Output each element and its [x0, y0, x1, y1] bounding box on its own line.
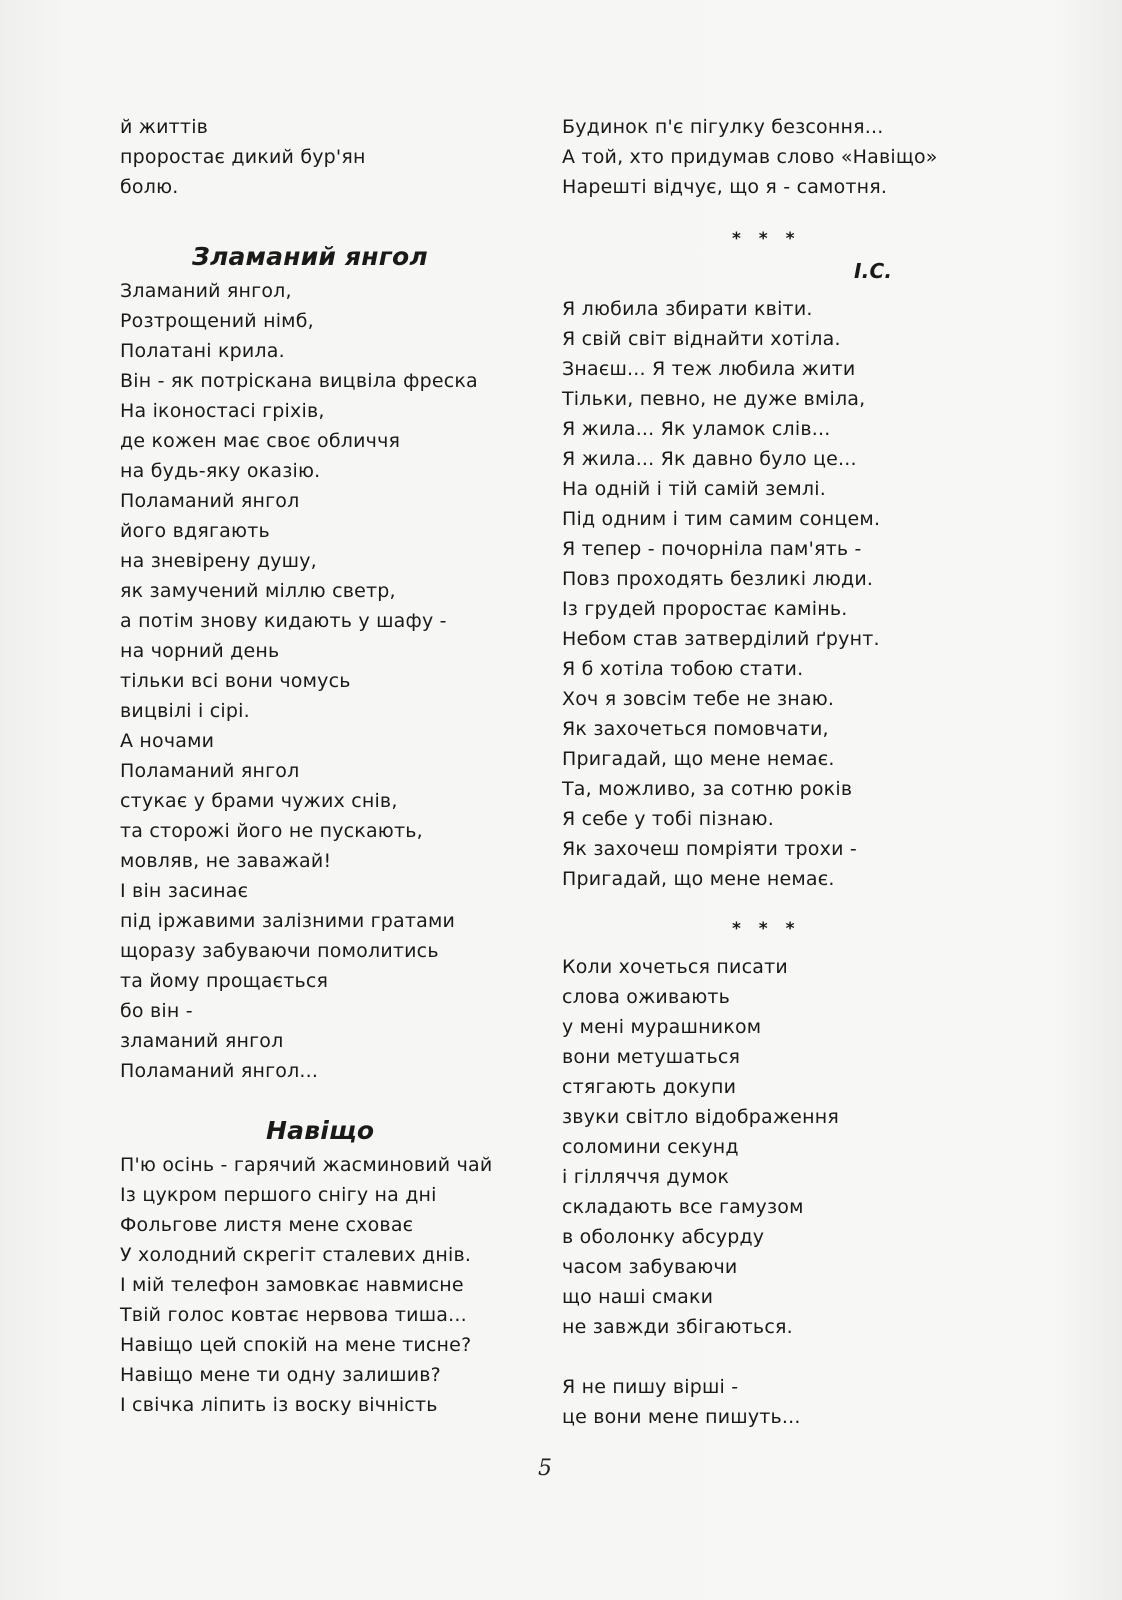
right-column: [562, 112, 982, 1432]
poem-line: соломини секунд: [562, 1136, 739, 1158]
poem-line: Поламаний янгол...: [120, 1060, 319, 1082]
poem-line: Із цукром першого снігу на дні: [120, 1184, 437, 1206]
poem-line: під іржавими залізними гратами: [120, 910, 456, 932]
poem-line: і гілляччя думок: [562, 1166, 730, 1188]
poem-line: А той, хто придумав слово «Навіщо»: [562, 146, 938, 168]
poem-line: на будь-яку оказію.: [120, 460, 321, 482]
poem-line: Я любила збирати квіти.: [562, 298, 813, 320]
poem-line: Тільки, певно, не дуже вміла,: [562, 388, 866, 410]
poem-line: не завжди збігаються.: [562, 1316, 793, 1338]
poem-line: в оболонку абсурду: [562, 1226, 765, 1248]
poem-line: Я б хотіла тобою стати.: [562, 658, 804, 680]
poem-line: Полатані крила.: [120, 340, 285, 362]
poem-line: Знаєш... Я теж любила жити: [562, 358, 856, 380]
poem-line: Хоч я зовсім тебе не знаю.: [562, 688, 835, 710]
poem-line: його вдягають: [120, 520, 270, 542]
poem-line: як замучений міллю светр,: [120, 580, 396, 602]
poem-line: У холодний скрегіт сталевих днів.: [120, 1244, 472, 1266]
poem-line: Навіщо мене ти одну залишив?: [120, 1364, 441, 1386]
poem-line: А ночами: [120, 730, 215, 752]
poem-line: Він - як потріскана вицвіла фреска: [120, 370, 478, 392]
poem-line: Поламаний янгол: [120, 490, 300, 512]
text-line: болю.: [120, 176, 179, 198]
poem-line: Я жила... Як давно було це...: [562, 448, 857, 470]
page-number: 5: [538, 1456, 552, 1481]
poem-line: у мені мурашником: [562, 1016, 762, 1038]
poem-line: де кожен має своє обличчя: [120, 430, 401, 452]
poem-line: Зламаний янгол,: [120, 280, 292, 302]
left-column: [120, 112, 540, 1420]
poem-title: Зламаний янгол: [192, 242, 428, 271]
poem-line: складають все гамузом: [562, 1196, 804, 1218]
poem-line: бо він -: [120, 1000, 193, 1022]
poem-line: слова оживають: [562, 986, 731, 1008]
poem-line: На одній і тій самій землі.: [562, 478, 826, 500]
poem-line: І мій телефон замовкає навмисне: [120, 1274, 464, 1296]
poem-line: та сторожі його не пускають,: [120, 820, 423, 842]
poem-line: тільки всі вони чомусь: [120, 670, 351, 692]
poem-line: Пригадай, що мене немає.: [562, 868, 835, 890]
poem-line: Нарешті відчує, що я - самотня.: [562, 176, 888, 198]
poem-line: І свічка ліпить із воску вічність: [120, 1394, 438, 1416]
section-separator: * * *: [732, 229, 801, 249]
poem-line: Я себе у тобі пізнаю.: [562, 808, 774, 830]
poem-line: мовляв, не заважай!: [120, 850, 332, 872]
poem-line: Навіщо цей спокій на мене тисне?: [120, 1334, 472, 1356]
poem-line: І він засинає: [120, 880, 249, 902]
poem-line: На іконостасі гріхів,: [120, 400, 325, 422]
poem-line: Я тепер - почорніла пам'ять -: [562, 538, 862, 560]
poem-line: Фольгове листя мене сховає: [120, 1214, 414, 1236]
text-line: проростає дикий бур'ян: [120, 146, 366, 168]
poem-line: звуки світло відображення: [562, 1106, 839, 1128]
poem-line: а потім знову кидають у шафу -: [120, 610, 447, 632]
poem-line: Пригадай, що мене немає.: [562, 748, 835, 770]
poem-line: Твій голос ковтає нервова тиша...: [120, 1304, 467, 1326]
poem-line: Як захочеш помріяти трохи -: [562, 838, 857, 860]
poem-line: часом забуваючи: [562, 1256, 738, 1278]
poem-line: це вони мене пишуть...: [562, 1406, 801, 1428]
poem-title: Навіщо: [266, 1116, 375, 1145]
poem-line: Поламаний янгол: [120, 760, 300, 782]
poem-line: на чорний день: [120, 640, 280, 662]
poem-line: Із грудей проростає камінь.: [562, 598, 848, 620]
text-line: й життів: [120, 116, 209, 138]
section-separator: * * *: [732, 919, 801, 939]
poem-line: Повз проходять безликі люди.: [562, 568, 874, 590]
poem-line: вицвілі і сірі.: [120, 700, 250, 722]
poem-line: Як захочеться помовчати,: [562, 718, 829, 740]
poem-line: щоразу забуваючи помолитись: [120, 940, 439, 962]
poem-line: Я не пишу вірші -: [562, 1376, 739, 1398]
author-signature: І.С.: [854, 259, 893, 283]
poem-line: вони метушаться: [562, 1046, 741, 1068]
poem-line: Я свій світ віднайти хотіла.: [562, 328, 841, 350]
poem-line: Коли хочеться писати: [562, 956, 788, 978]
poem-line: Під одним і тим самим сонцем.: [562, 508, 881, 530]
poem-line: стягають докупи: [562, 1076, 737, 1098]
poem-line: зламаний янгол: [120, 1030, 284, 1052]
poem-line: Розтрощений німб,: [120, 310, 314, 332]
poem-line: Та, можливо, за сотню років: [562, 778, 853, 800]
poem-line: Будинок п'є пігулку безсоння...: [562, 116, 884, 138]
poem-line: стукає у брами чужих снів,: [120, 790, 398, 812]
poem-line: П'ю осінь - гарячий жасминовий чай: [120, 1154, 493, 1176]
poem-line: що наші смаки: [562, 1286, 714, 1308]
poem-line: на зневірену душу,: [120, 550, 317, 572]
poem-line: Я жила... Як уламок слів...: [562, 418, 831, 440]
poem-line: Небом став затверділий ґрунт.: [562, 628, 880, 650]
poem-line: та йому прощається: [120, 970, 329, 992]
